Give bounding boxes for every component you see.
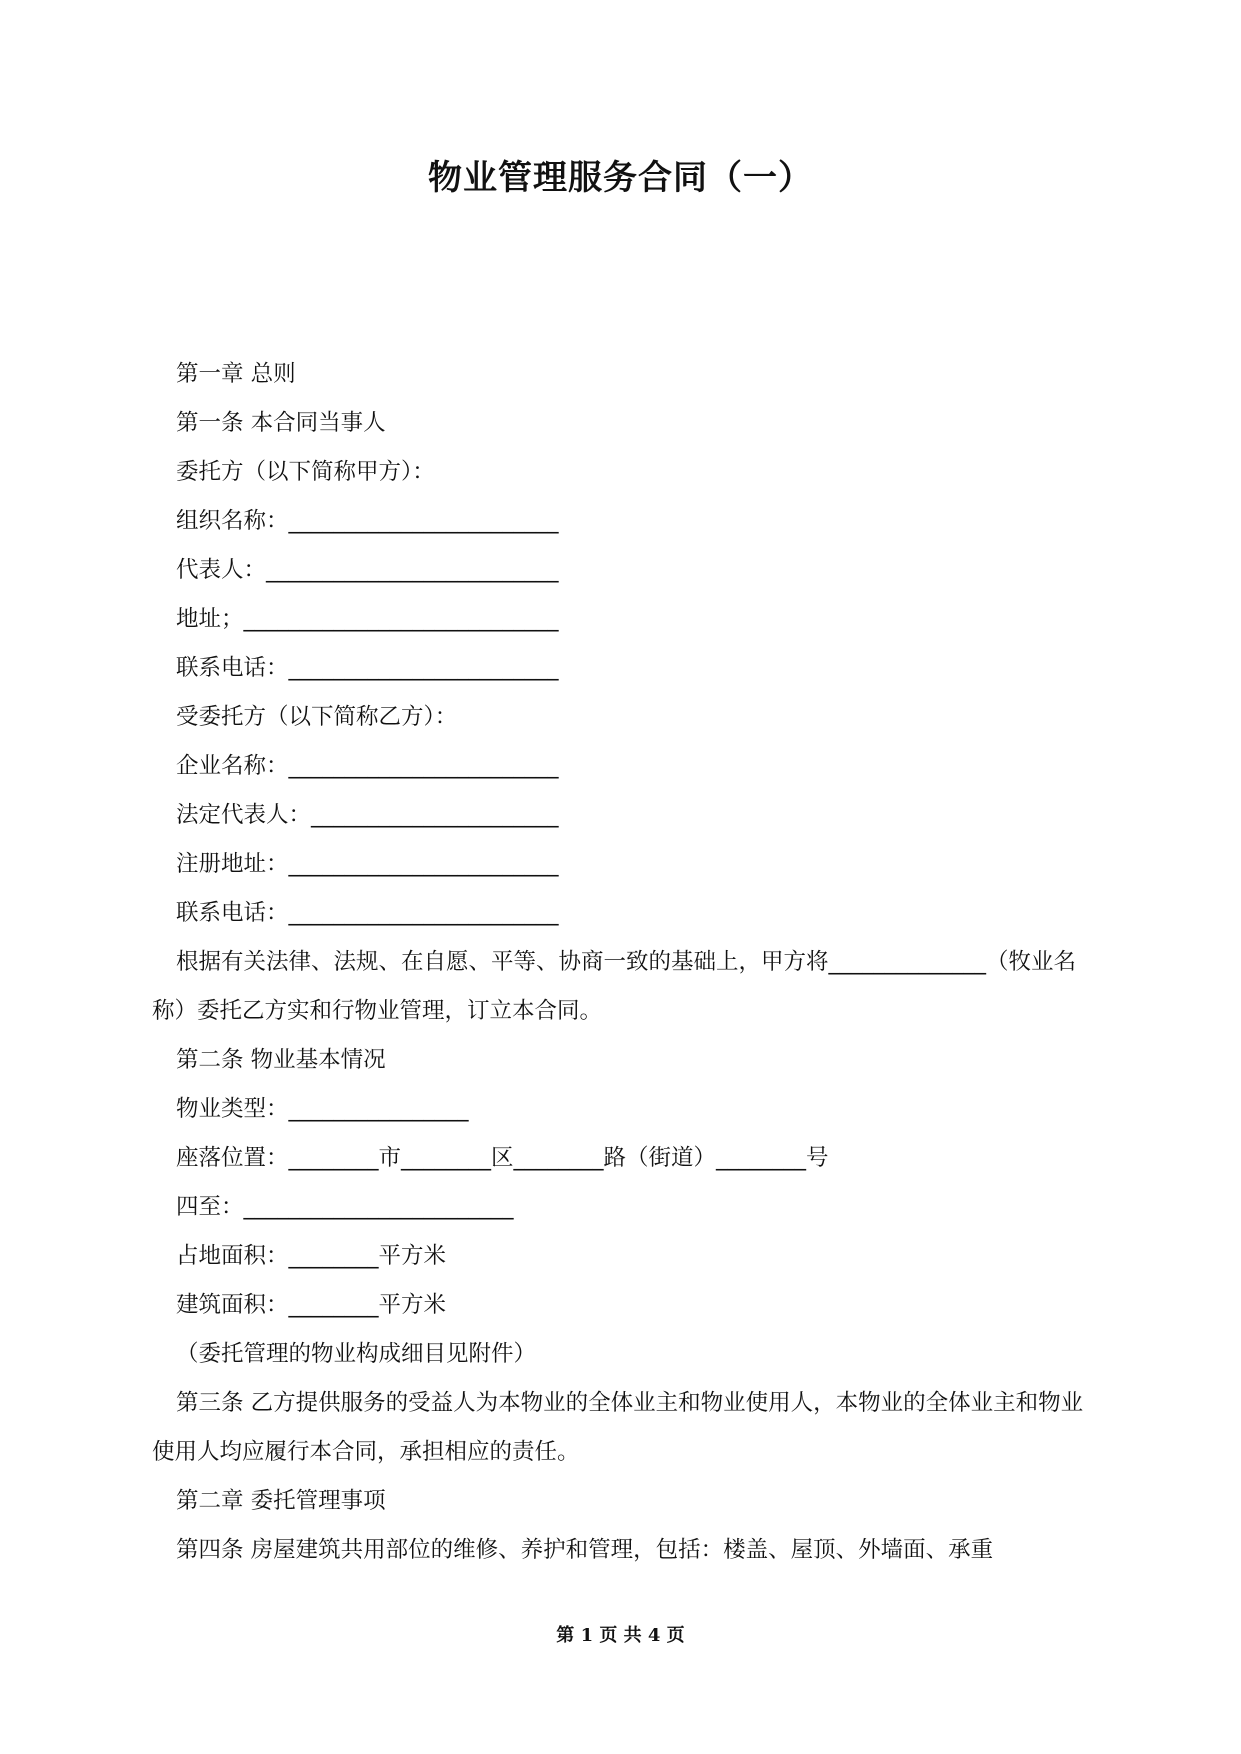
property-type-field: 物业类型：________________: [176, 1096, 469, 1122]
party-b-company-name-field: 企业名称：________________________: [176, 753, 559, 779]
party-a-org-name-field: 组织名称：________________________: [176, 508, 559, 534]
party-a-address-field: 地址；____________________________: [176, 606, 559, 632]
property-boundaries-field: 四至：________________________: [176, 1194, 514, 1220]
article-heading: 第一条 本合同当事人: [176, 410, 386, 436]
party-b-phone-field: 联系电话：________________________: [176, 900, 559, 926]
party-a-phone-field: 联系电话：________________________: [176, 655, 559, 681]
attachment-note: （委托管理的物业构成细目见附件）: [176, 1341, 537, 1367]
party-a-representative-field: 代表人：__________________________: [176, 557, 559, 583]
contract-body: [152, 350, 1097, 1575]
page-title: 物业管理服务合同（一）: [428, 158, 813, 198]
party-b-heading: 受委托方（以下简称乙方）：: [176, 704, 458, 730]
chapter-heading: 第二章 委托管理事项: [176, 1488, 386, 1514]
article-4-paragraph: 第四条 房屋建筑共用部位的维修、养护和管理，包括：楼盖、屋顶、外墙面、承重: [176, 1537, 994, 1563]
party-a-heading: 委托方（以下简称甲方）：: [176, 459, 435, 485]
article-heading: 第二条 物业基本情况: [176, 1047, 386, 1073]
party-b-registered-address-field: 注册地址：________________________: [176, 851, 559, 877]
property-location-field: 座落位置：________市________区________路（街道）________号: [176, 1145, 829, 1171]
page-number: 第 1 页 共 4 页: [556, 1625, 685, 1646]
land-area-field: 占地面积：________平方米: [176, 1243, 447, 1269]
building-area-field: 建筑面积：________平方米: [176, 1292, 447, 1318]
chapter-heading: 第一章 总则: [176, 361, 296, 387]
article-3-paragraph: 第三条 乙方提供服务的受益人为本物业的全体业主和物业使用人，本物业的全体业主和物业使用人均应履行本合同，承担相应的责任。: [152, 1390, 1084, 1465]
party-b-legal-rep-field: 法定代表人：______________________: [176, 802, 559, 828]
agreement-paragraph: 根据有关法律、法规、在自愿、平等、协商一致的基础上，甲方将______________（牧业名称）委托乙方实和行物业管理，订立本合同。: [152, 949, 1077, 1024]
